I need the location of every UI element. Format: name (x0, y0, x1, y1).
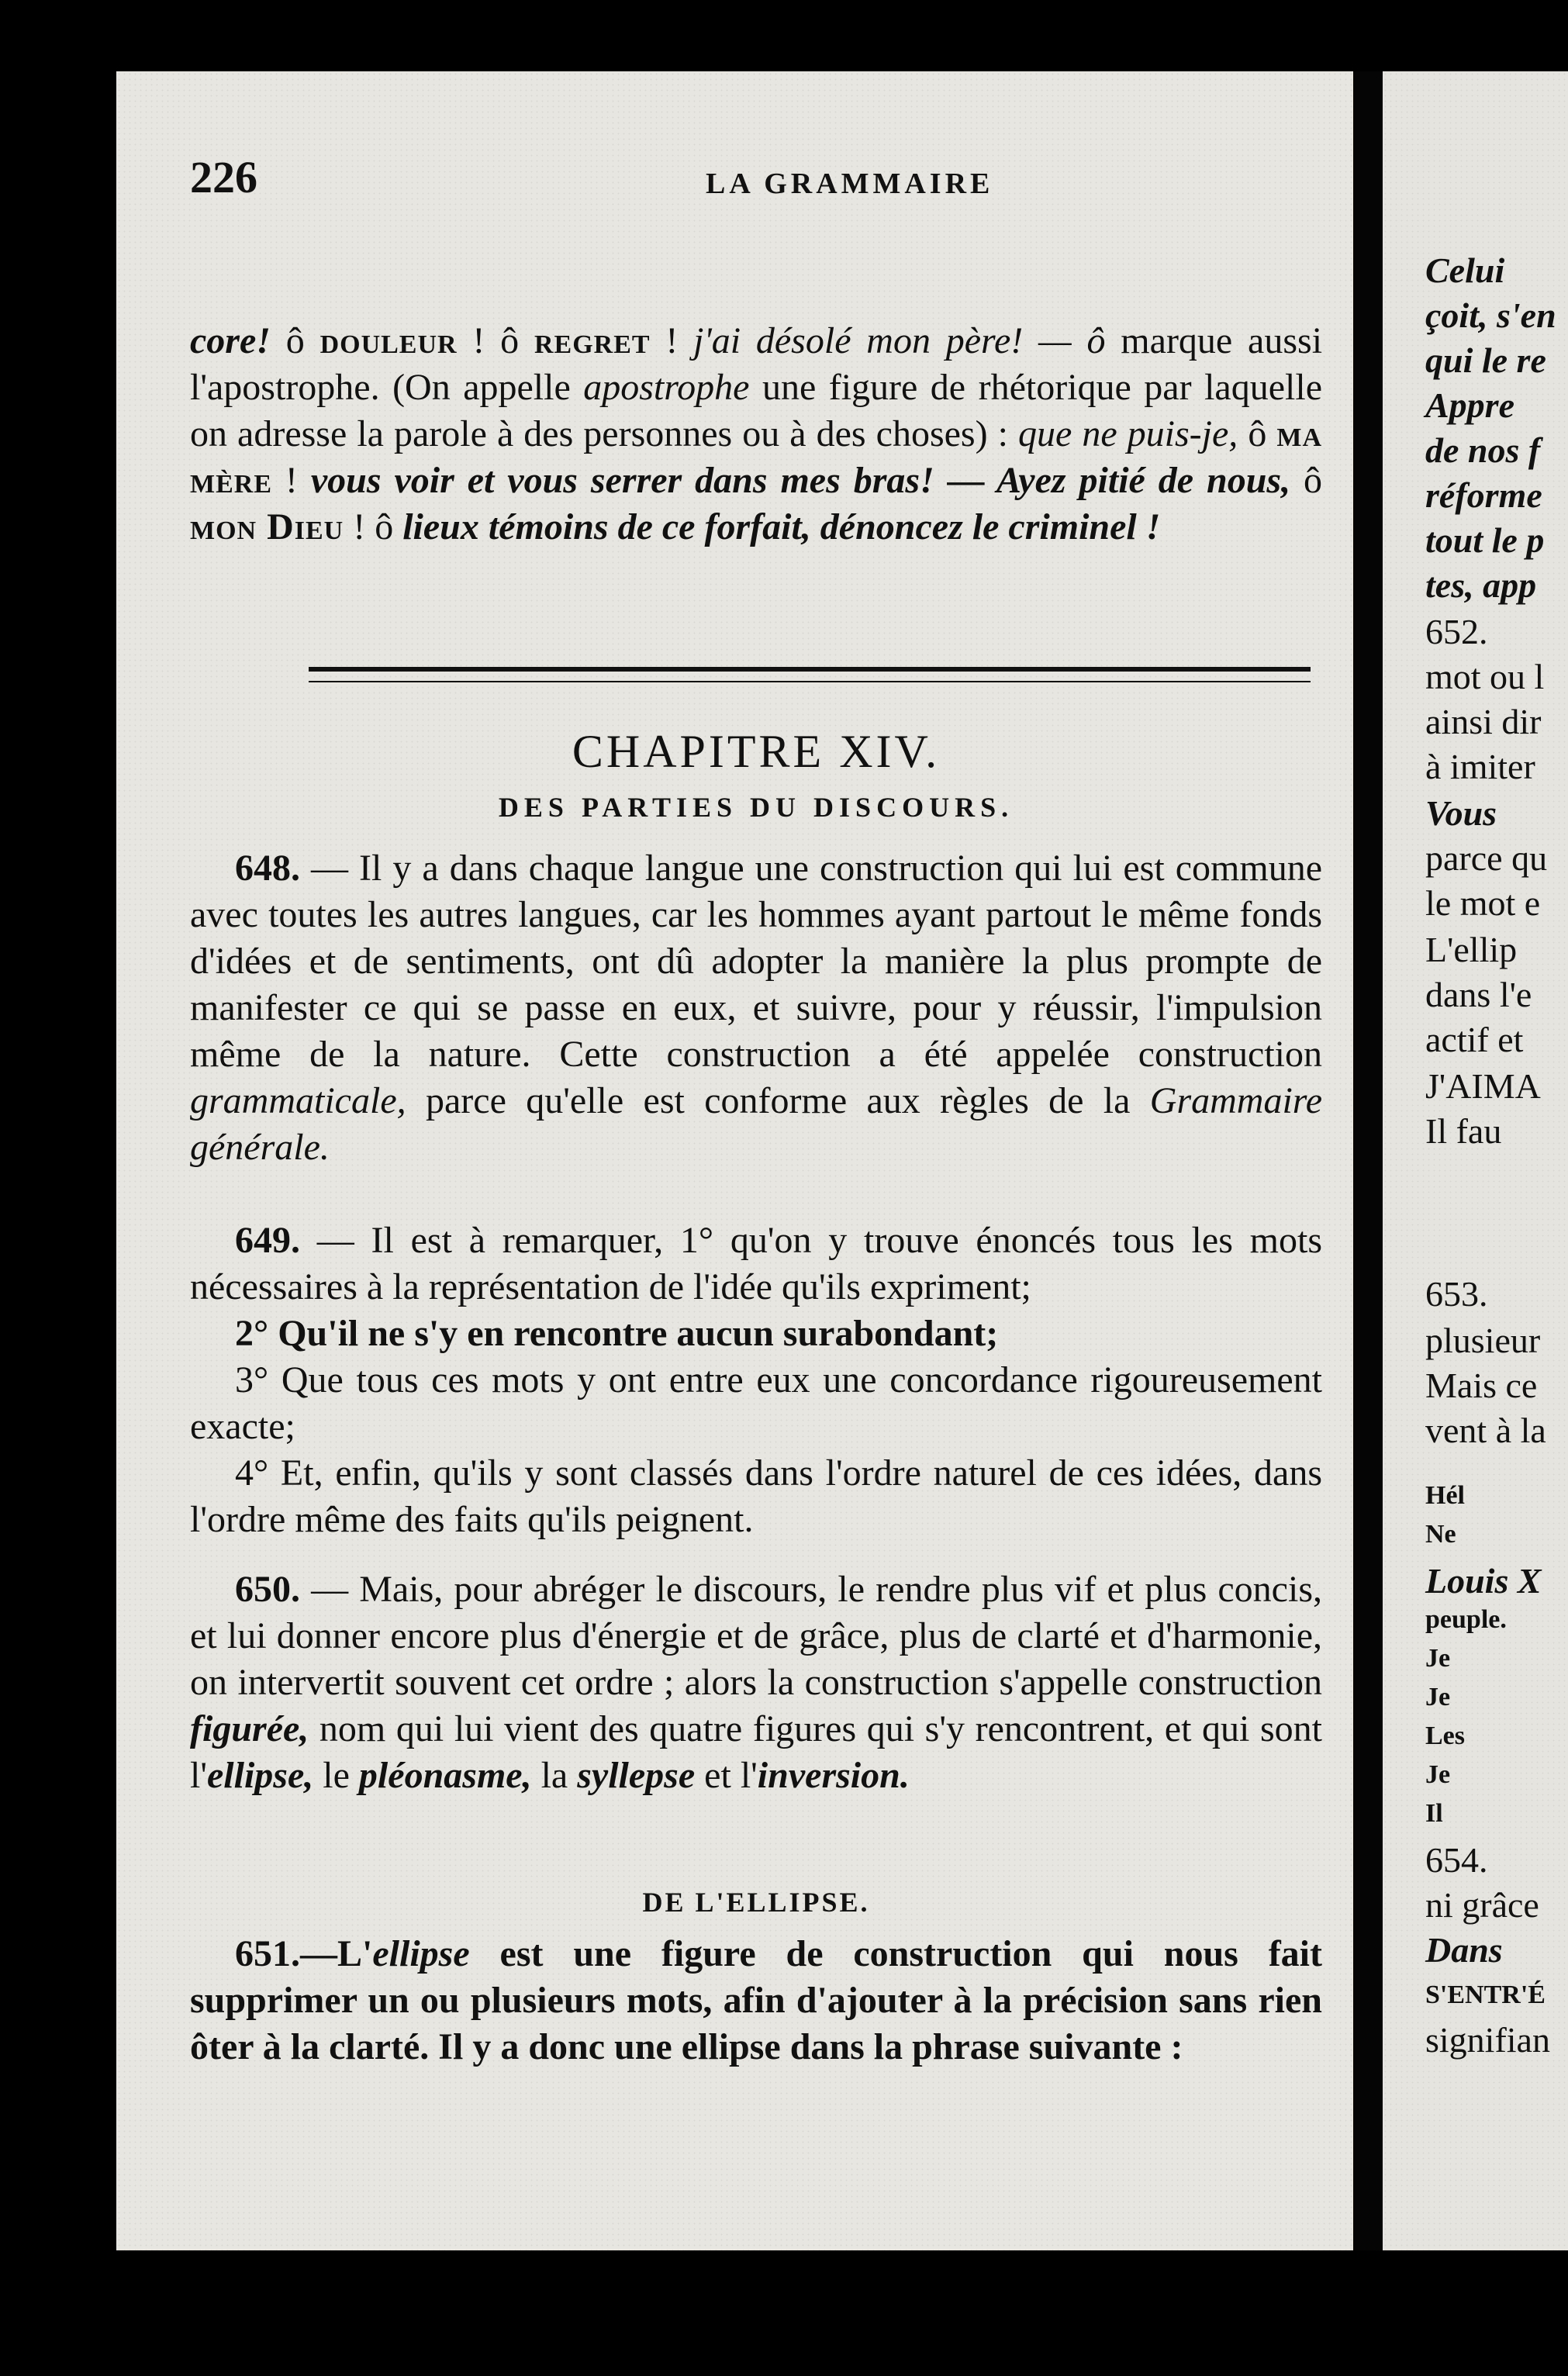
text-run: j'ai désolé mon père! — ô (693, 320, 1106, 361)
right-page-fragment: dans l'e (1425, 975, 1532, 1014)
right-page-fragment: Je (1425, 1644, 1451, 1673)
text-run: ellipse, (206, 1755, 314, 1796)
paragraph-648 (190, 845, 1322, 1171)
paragraph-number: 651. (235, 1933, 300, 1974)
text-run: grammaticale, (190, 1080, 406, 1121)
text-run: parce qu'elle est conforme aux règles de la (406, 1080, 1150, 1121)
text-run: douleur (319, 320, 458, 361)
text-run: et l' (695, 1755, 758, 1796)
list-item: 2° Qu'il ne s'y en rencontre aucun surabondant; (235, 1313, 999, 1354)
right-page-fragment: Dans (1425, 1930, 1503, 1970)
text-run: figurée, (190, 1708, 309, 1749)
right-page-fragment: Je (1425, 1683, 1451, 1711)
right-page-fragment: mot ou l (1425, 657, 1545, 696)
text-run: ma mère (190, 413, 1323, 501)
text-run: ! ô (457, 320, 534, 361)
text-run: lieux témoins de ce forfait, dénoncez le criminel ! (402, 506, 1161, 547)
page-number: 226 (190, 152, 257, 202)
text-run: core! (190, 320, 271, 361)
text-run: pléonasme, (358, 1755, 532, 1796)
text-run: ! (650, 320, 694, 361)
text-run: — Il est à remarquer, 1° qu'on y trouve énoncés tous les mots nécessaires à la représentation de l'idée qu'ils expriment; (190, 1220, 1322, 1307)
right-page-fragment: Il (1425, 1799, 1443, 1828)
right-page-fragment: parce qu (1425, 838, 1548, 878)
list-item: 3° Que tous ces mots y ont entre eux une concordance rigoureusement exacte; (190, 1359, 1322, 1447)
text-run: ô (1290, 460, 1323, 501)
right-page-fragment: ni grâce (1425, 1885, 1539, 1925)
right-page-fragment: 654. (1425, 1840, 1488, 1880)
right-page-fragment: signifian (1425, 2020, 1550, 2060)
text-run: ô (1238, 413, 1277, 454)
right-page-fragment: Je (1425, 1760, 1451, 1789)
chapter-divider-rule (309, 667, 1311, 682)
text-run: nom qui lui vient des quatre figures qui s'y rencontrent, et qui sont l' (190, 1708, 1322, 1796)
text-run: —L' (300, 1933, 373, 1974)
right-page-fragment: à imiter (1425, 747, 1535, 786)
right-page-fragment: Hél (1425, 1481, 1465, 1510)
right-page-fragment: 652. (1425, 612, 1488, 651)
right-page-fragment: L'ellip (1425, 930, 1518, 969)
page-header (190, 151, 1322, 213)
paragraph-number: 650. (235, 1569, 300, 1610)
text-run: — Mais, pour abréger le discours, le rendre plus vif et plus concis, et lui donner encore plus d'énergie et de grâce, plus de clarté et d'harmonie, on intervertit souvent cet ordre ; alors la construction s'appelle construction (190, 1569, 1322, 1703)
paragraph-number: 648. (235, 848, 300, 889)
text-run: ! (272, 460, 311, 501)
right-page-fragment: vent à la (1425, 1411, 1546, 1450)
text-run: inversion. (757, 1755, 910, 1796)
right-page-fragment: de nos f (1425, 430, 1541, 470)
paragraph-649 (190, 1217, 1322, 1543)
text-run: est une figure de construction qui nous fait supprimer un ou plusieurs mots, afin d'ajouter à la précision sans rien ôter à la clarté. Il y a donc une ellipse dans la phrase suivante : (190, 1933, 1322, 2067)
text-run: le (313, 1755, 359, 1796)
top-paragraph (190, 318, 1322, 551)
right-page-fragment: çoit, s'en (1425, 295, 1556, 335)
right-page-fragment: le mot e (1425, 883, 1541, 923)
right-page-fragment: Ne (1425, 1520, 1456, 1549)
text-run: que ne puis-je, (1017, 413, 1238, 454)
text-run: ellipse (372, 1933, 470, 1974)
text-run: ô (270, 320, 320, 361)
text-run: mon Dieu (190, 506, 344, 547)
right-page-text (1383, 71, 1568, 2250)
right-page-fragment: Vous (1425, 793, 1497, 833)
right-page-fragment: réforme (1425, 475, 1542, 515)
text-run: Grammaire générale. (190, 1080, 1322, 1168)
text-run: — Il y a dans chaque langue une construction qui lui est commune avec toutes les autres langues, car les hommes ayant partout le même fonds d'idées et de sentiments, ont dû adopter la manière la plus prompte de manifester ce qui se passe en eux, et suivre, pour y réussir, l'impulsion même de la nature. Cette construction a été appelée construction (190, 848, 1322, 1075)
book-gutter (1353, 71, 1383, 2250)
list-item: 4° Et, enfin, qu'ils y sont classés dans l'ordre naturel de ces idées, dans l'ordre même des faits qu'ils peignent. (190, 1452, 1322, 1540)
chapter-subtitle: DES PARTIES DU DISCOURS. (498, 792, 1014, 823)
right-page-fragment: plusieur (1425, 1321, 1541, 1360)
running-title: LA GRAMMAIRE (706, 167, 994, 200)
paragraph-651 (190, 1931, 1322, 2070)
right-page-fragment: Il fau (1425, 1111, 1502, 1151)
right-page-fragment: tout le p (1425, 520, 1545, 560)
text-run: syllepse (577, 1755, 696, 1796)
right-page-fragment: Les (1425, 1722, 1465, 1750)
right-page-fragment: 653. (1425, 1274, 1488, 1314)
paragraph-number: 649. (235, 1220, 300, 1261)
right-page-fragment: S'ENTR'É (1425, 1981, 1546, 2009)
text-run: regret (534, 320, 651, 361)
right-page-fragment: tes, app (1425, 565, 1537, 605)
right-page-fragment: Mais ce (1425, 1366, 1538, 1405)
scan-border-top (0, 0, 1568, 70)
text-run: ! ô (344, 506, 403, 547)
text-run: marque aussi l'apostrophe. (On appelle (190, 320, 1323, 408)
text-run: la (531, 1755, 578, 1796)
text-run: une figure de rhétorique par laquelle on adresse la parole à des personnes ou à des choses) : (190, 367, 1322, 454)
text-run: vous voir et vous serrer dans mes bras! — Ayez pitié de nous, (310, 460, 1291, 501)
right-page-fragment: Celui (1425, 250, 1505, 290)
scan-border-bottom (0, 2250, 1568, 2376)
right-page-fragment: J'AIMA (1425, 1066, 1541, 1106)
right-page-fragment: qui le re (1425, 340, 1546, 380)
right-page-fragment: Appre (1425, 385, 1514, 425)
section-heading: DE L'ELLIPSE. (642, 1887, 870, 1918)
right-page-fragment: peuple. (1425, 1605, 1507, 1634)
right-page-fragment: actif et (1425, 1020, 1524, 1059)
text-run: apostrophe (583, 367, 750, 408)
right-page (1383, 71, 1568, 2250)
paragraph-650 (190, 1566, 1322, 1799)
right-page-fragment: Louis X (1425, 1561, 1542, 1601)
chapter-title: CHAPITRE XIV. (572, 726, 941, 777)
right-page-fragment: ainsi dir (1425, 702, 1542, 741)
